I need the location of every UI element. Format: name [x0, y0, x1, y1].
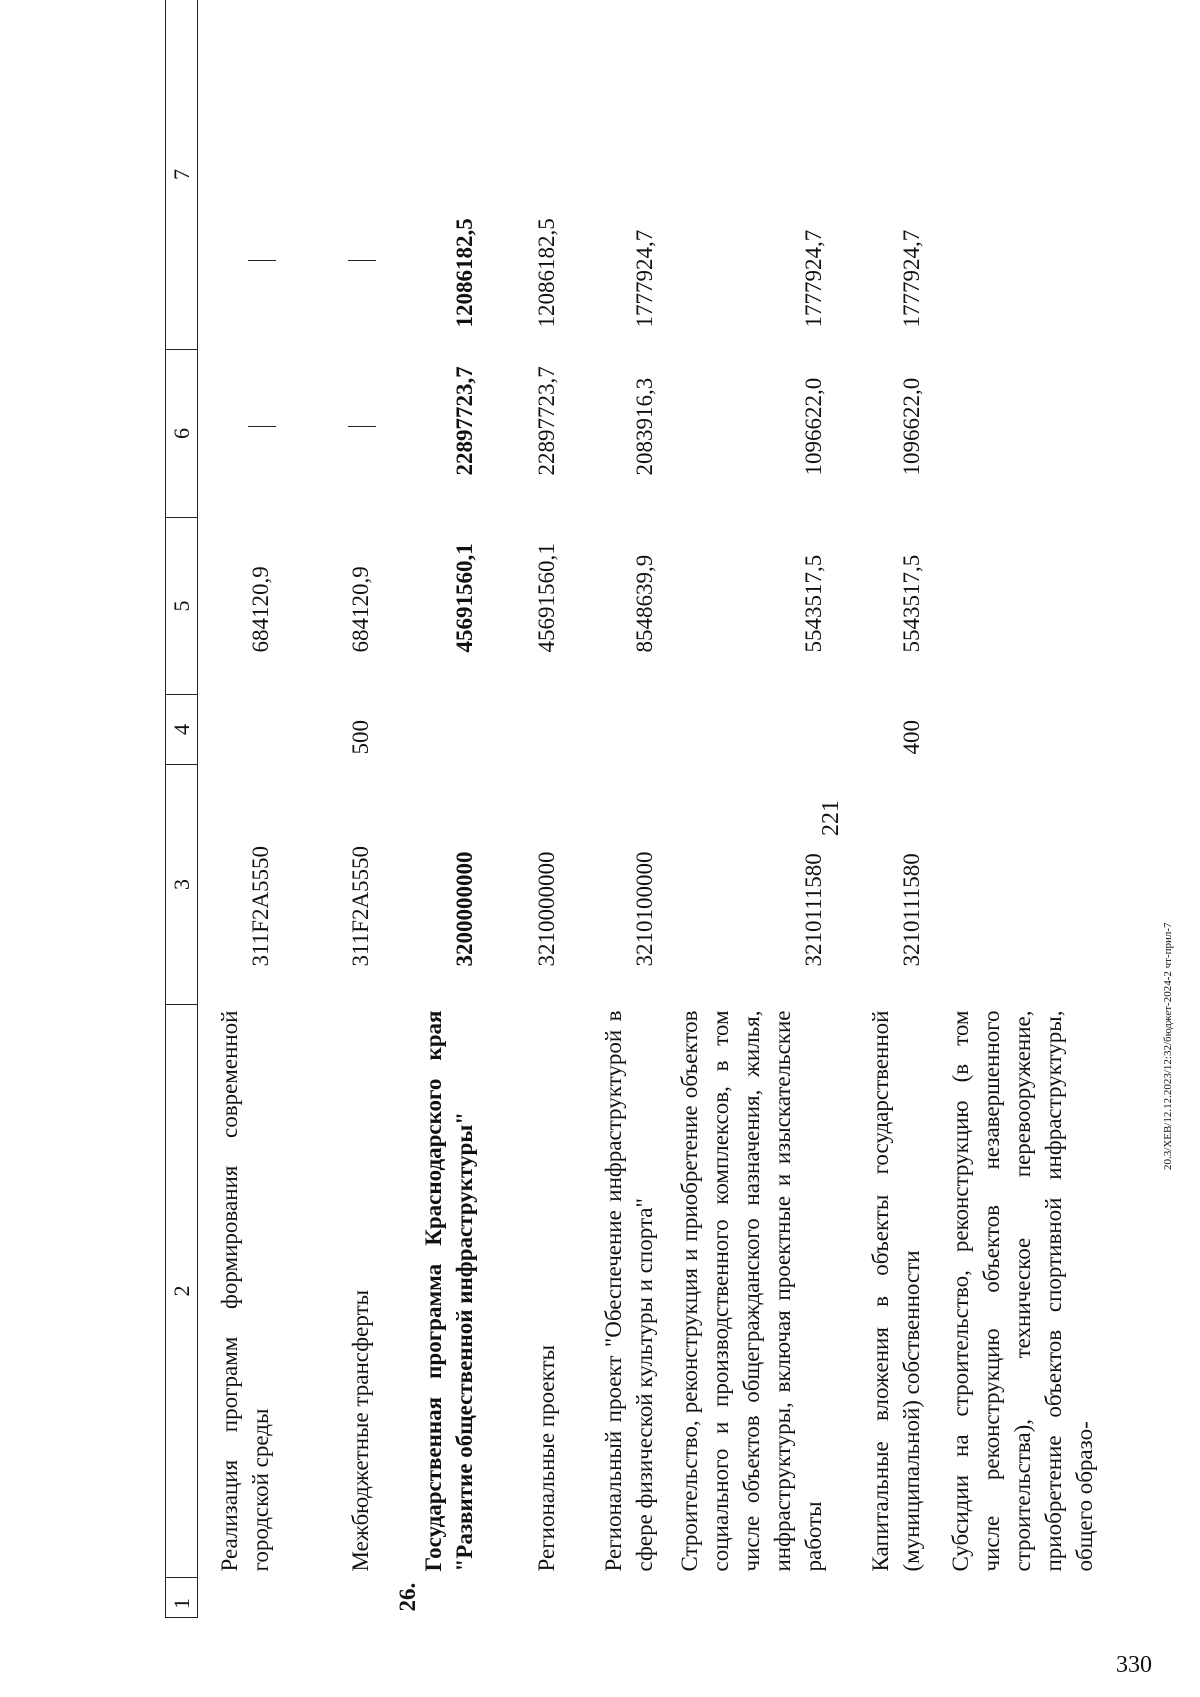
row-type — [941, 695, 1114, 765]
row-value-7 — [941, 0, 1114, 350]
row-number — [941, 1578, 1114, 1618]
row-value-6 — [290, 350, 390, 518]
header-col-2: 2 — [166, 1005, 198, 1578]
row-code: 311F2A5550 — [348, 845, 373, 967]
row-code: 3210111580 — [899, 853, 924, 967]
row-value-6 — [941, 350, 1114, 518]
row-type — [576, 695, 674, 765]
table-row — [941, 0, 1114, 1618]
row-name: Реализация программ формирования современной городской среды — [217, 1010, 273, 1572]
row-type: 500 — [348, 720, 373, 755]
page-number-top: 221 — [818, 800, 844, 836]
row-value-6-dash — [348, 427, 376, 428]
header-col-1: 1 — [166, 1578, 198, 1618]
row-value-6: 1096622,0 — [899, 377, 924, 476]
row-type — [494, 695, 576, 765]
row-name: Региональные проекты — [534, 1344, 559, 1572]
row-code: 3210000000 — [534, 851, 559, 967]
row-type — [390, 695, 494, 765]
row-code: 311F2A5550 — [248, 845, 273, 967]
row-type — [674, 695, 843, 765]
row-number — [843, 1578, 941, 1618]
row-value-7 — [198, 0, 291, 350]
table-row — [576, 0, 674, 1618]
row-value-7: 1777924,7 — [801, 229, 826, 328]
row-value-7-dash — [248, 261, 276, 262]
row-type: 400 — [899, 720, 924, 755]
row-code: 3210100000 — [632, 851, 657, 967]
row-number — [576, 1578, 674, 1618]
row-value-5: 684120,9 — [248, 566, 273, 653]
row-value-5 — [941, 518, 1114, 695]
row-number — [290, 1578, 390, 1618]
row-value-5: 5543517,5 — [801, 554, 826, 653]
row-value-6: 22897723,7 — [534, 366, 559, 476]
row-name: Межбюджетные трансферты — [348, 1289, 373, 1572]
table-row — [843, 0, 941, 1618]
row-number: 26. — [395, 1582, 420, 1612]
row-value-7: 1777924,7 — [899, 229, 924, 328]
row-value-6: 22897723,7 — [452, 366, 477, 476]
row-value-7 — [290, 0, 390, 350]
row-name: Строительство, реконструкция и приобретение объектов социального и производственного комплексов, в том числе объектов общегражданского назначения, жилья, инфраструктуры, включая проектные и изыскательские работы — [677, 1010, 826, 1572]
row-value-5: 45691560,1 — [534, 543, 559, 653]
header-col-5: 5 — [166, 518, 198, 695]
table-row — [290, 0, 390, 1618]
row-name: Субсидии на строительство, реконструкцию (в том числе реконструкцию объектов незавершенного строительства), техническое перевооружение, приобретение объектов спортивной инфраструктуры, общего образо- — [948, 1010, 1097, 1572]
header-col-3: 3 — [166, 765, 198, 1005]
row-value-6-dash — [248, 427, 276, 428]
row-value-6: 1096622,0 — [801, 377, 826, 476]
table-row — [494, 0, 576, 1618]
row-number — [494, 1578, 576, 1618]
header-col-6: 6 — [166, 350, 198, 518]
row-value-7: 12086182,5 — [452, 218, 477, 328]
table-row — [198, 0, 291, 1618]
row-value-7: 1777924,7 — [632, 229, 657, 328]
row-value-7: 12086182,5 — [534, 218, 559, 328]
table-row — [674, 0, 843, 1618]
row-number — [198, 1578, 291, 1618]
row-code: 3200000000 — [452, 851, 477, 967]
row-value-7-dash — [348, 261, 376, 262]
row-number — [674, 1578, 843, 1618]
row-value-5: 684120,9 — [348, 566, 373, 653]
row-name: Государственная программа Краснодарского края "Развитие общественной инфраструктуры" — [421, 1010, 477, 1572]
row-value-6 — [198, 350, 291, 518]
row-type — [198, 695, 291, 765]
table-header-row — [166, 0, 198, 1618]
row-value-6: 2083916,3 — [632, 377, 657, 476]
rotated-table-container — [165, 0, 1195, 1618]
row-code — [941, 765, 1114, 1005]
budget-table — [165, 0, 1114, 1618]
row-name: Региональный проект "Обеспечение инфраструктурой в сфере физической культуры и спорта" — [601, 1010, 657, 1572]
header-col-4: 4 — [166, 695, 198, 765]
row-value-5: 8548639,9 — [632, 554, 657, 653]
row-value-5: 5543517,5 — [899, 554, 924, 653]
page-number-bottom: 330 — [1116, 1652, 1152, 1678]
table-row — [390, 0, 494, 1618]
footer-code: 20.3/ХЕВ/12.12.2023/12:32/бюджет-2024-2 чт-прил-7 — [1162, 922, 1174, 1170]
header-col-7: 7 — [166, 0, 198, 350]
row-value-5: 45691560,1 — [452, 543, 477, 653]
row-code: 3210111580 — [801, 853, 826, 967]
row-name: Капитальные вложения в объекты государственной (муниципальной) собственности — [868, 1010, 924, 1572]
